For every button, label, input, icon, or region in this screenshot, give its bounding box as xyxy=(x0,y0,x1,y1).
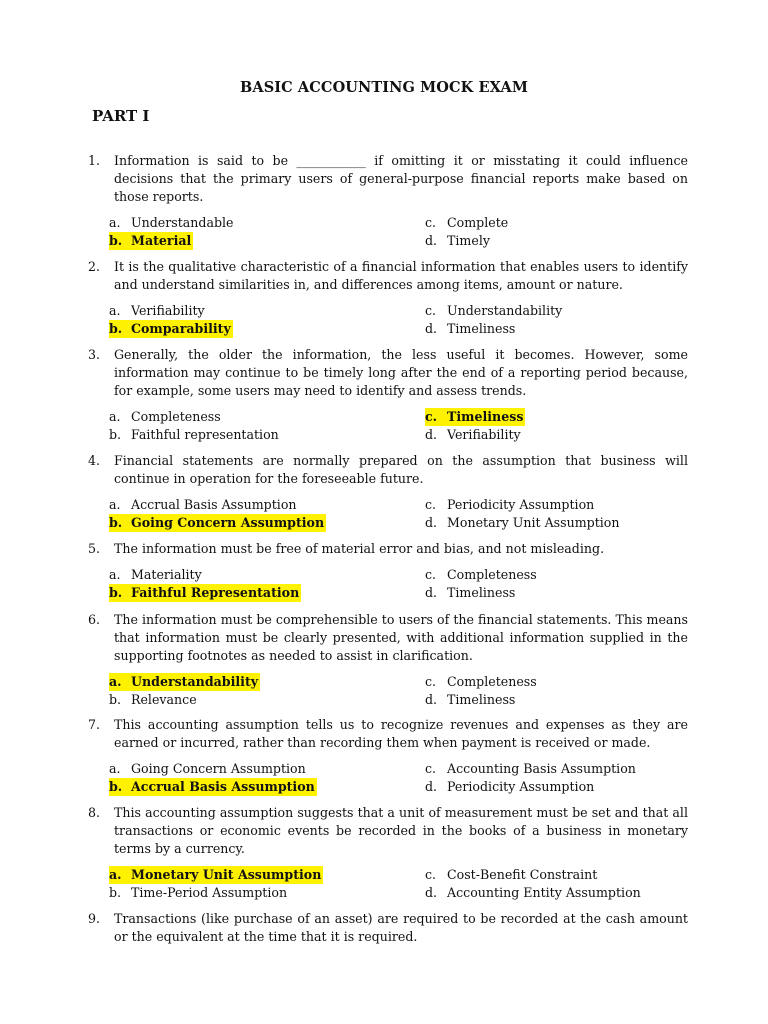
correct-answer-highlight: b. Accrual Basis Assumption xyxy=(109,778,315,794)
option-a[interactable] xyxy=(109,214,425,232)
option-a[interactable] xyxy=(109,866,425,884)
question-4 xyxy=(88,452,688,532)
question-text: Generally, the older the information, the less useful it becomes. However, some information may continue to be timely long after the end of a reporting period because, for example, some users may need to identify and assess trends. xyxy=(114,347,688,398)
option-c[interactable]: c. Cost-Benefit Constraint xyxy=(425,867,598,882)
option-d-answer: d. Timely xyxy=(425,232,490,248)
option-a[interactable] xyxy=(109,673,425,691)
question-3 xyxy=(88,346,688,444)
option-d[interactable]: d. Timeliness xyxy=(425,691,516,707)
option-c[interactable]: c. Accounting Basis Assumption xyxy=(425,761,636,776)
question-1 xyxy=(88,152,688,250)
option-a[interactable]: a. Going Concern Assumption xyxy=(109,761,306,776)
option-d[interactable]: d. Accounting Entity Assumption xyxy=(425,884,641,900)
option-c[interactable]: c. Periodicity Assumption xyxy=(425,497,595,512)
option-b[interactable] xyxy=(109,584,425,602)
correct-answer-highlight: a. Understandability xyxy=(109,674,259,689)
option-d[interactable] xyxy=(425,232,685,250)
exam-title: BASIC ACCOUNTING MOCK EXAM xyxy=(239,79,529,96)
option-c[interactable]: c. Understandability xyxy=(425,303,563,318)
option-c[interactable] xyxy=(425,408,685,426)
option-a[interactable]: a. Verifiability xyxy=(109,303,205,318)
question-5 xyxy=(88,540,688,602)
option-d[interactable]: d. Monetary Unit Assumption xyxy=(425,514,620,530)
option-b[interactable] xyxy=(109,320,425,338)
question-number: 4. xyxy=(88,453,101,468)
correct-answer-highlight: b. Comparability xyxy=(109,320,231,336)
question-text: The information must be free of material error and bias, and not misleading. xyxy=(114,541,605,556)
option-d[interactable]: d. Timeliness xyxy=(425,320,516,336)
question-number: 2. xyxy=(88,259,101,274)
option-b[interactable] xyxy=(109,778,425,796)
option-d[interactable]: d. Periodicity Assumption xyxy=(425,778,595,794)
option-b[interactable]: b. Relevance xyxy=(109,691,197,707)
option-c[interactable] xyxy=(425,214,685,232)
question-text: Financial statements are normally prepared on the assumption that business will continue in operation for the foreseeable future. xyxy=(114,453,688,486)
option-b[interactable]: b. Faithful representation xyxy=(109,426,279,442)
question-text: It is the qualitative characteristic of a financial information that enables users to identify and understand similarities in, and differences among items, amount or nature. xyxy=(114,259,688,292)
question-9 xyxy=(88,910,688,946)
question-2 xyxy=(88,258,688,338)
option-a[interactable]: a. Completeness xyxy=(109,409,221,424)
question-text: This accounting assumption suggests that a unit of measurement must be set and that all transactions or economic events be recorded in the books of a business in monetary terms by a currency. xyxy=(114,805,688,856)
option-b[interactable] xyxy=(109,514,425,532)
option-a[interactable]: a. Accrual Basis Assumption xyxy=(109,497,297,512)
option-a[interactable]: a. Materiality xyxy=(109,567,202,582)
question-number: 3. xyxy=(88,347,101,362)
question-number: 9. xyxy=(88,911,101,926)
option-c[interactable]: c. Completeness xyxy=(425,674,537,689)
option-c-answer: c. Complete xyxy=(425,215,509,230)
question-text: Transactions (like purchase of an asset) are required to be recorded at the cash amount or the equivalent at the time that it is required. xyxy=(114,911,688,944)
question-8 xyxy=(88,804,688,902)
question-7 xyxy=(88,716,688,796)
option-b[interactable] xyxy=(109,232,425,250)
question-number: 1. xyxy=(88,153,101,168)
question-number: 5. xyxy=(88,541,101,556)
question-number: 8. xyxy=(88,805,101,820)
question-text: Information is said to be ___________ if omitting it or misstating it could influence decisions that the primary users of general-purpose financial reports make based on those reports. xyxy=(114,153,688,204)
correct-answer-highlight: a. Monetary Unit Assumption xyxy=(109,867,322,882)
option-a-answer: a. Understandable xyxy=(109,215,234,230)
correct-answer-highlight: c. Timeliness xyxy=(425,409,524,424)
correct-answer-highlight: b. Faithful Representation xyxy=(109,584,300,600)
option-d[interactable]: d. Timeliness xyxy=(425,584,516,600)
correct-answer-highlight: b. Material xyxy=(109,232,192,248)
part-heading: PART I xyxy=(92,107,150,125)
option-c[interactable]: c. Completeness xyxy=(425,567,537,582)
question-number: 6. xyxy=(88,612,101,627)
question-6 xyxy=(88,611,688,709)
option-b[interactable]: b. Time-Period Assumption xyxy=(109,884,288,900)
question-text: The information must be comprehensible to users of the financial statements. This means that information must be clearly presented, with additional information supplied in the supporting footnotes as needed to assist in clarification. xyxy=(114,612,688,663)
question-text: This accounting assumption tells us to recognize revenues and expenses as they are earned or incurred, rather than recording them when payment is received or made. xyxy=(114,717,688,750)
correct-answer-highlight: b. Going Concern Assumption xyxy=(109,514,325,530)
question-number: 7. xyxy=(88,717,101,732)
option-d[interactable]: d. Verifiability xyxy=(425,426,521,442)
